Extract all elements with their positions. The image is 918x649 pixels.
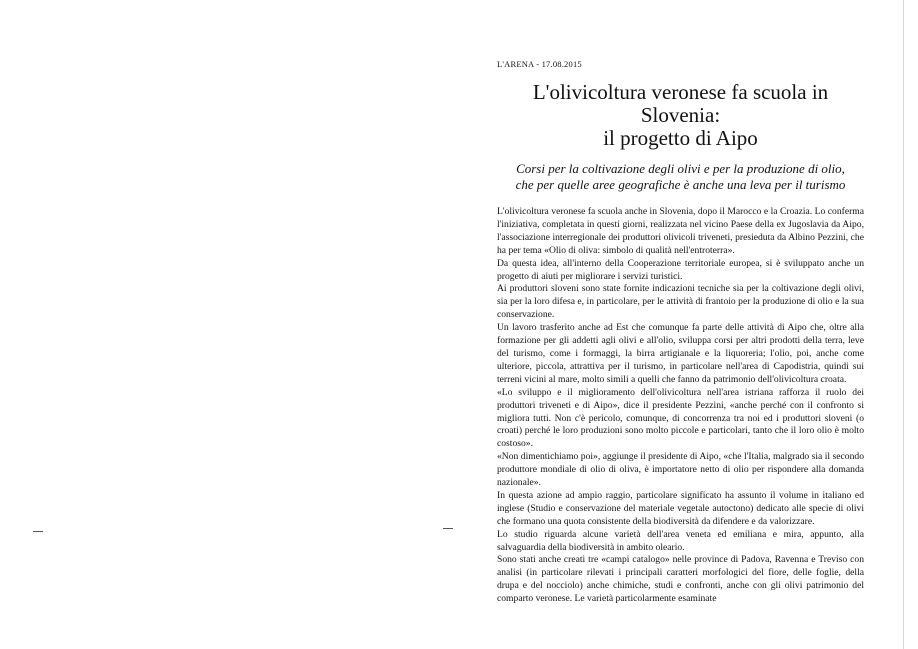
article-subtitle xyxy=(497,161,864,193)
scan-edge-line xyxy=(903,0,904,649)
article-title-line-2: il progetto di Aipo xyxy=(603,126,758,150)
scan-mark-center xyxy=(443,528,453,529)
article-paragraph: Sono stati anche creati tre «campi catalogo» nelle province di Padova, Ravenna e Treviso con analisi (in particolare rilevati i principali caratteri morfologici del fiore, delle foglie, della drupa e del nocciolo) anche chimiche, studi e confronti, anche con gli olivi patrimonio del comparto veronese. Le varietà particolarmente esaminate xyxy=(497,554,864,605)
article-subtitle-line-2: che per quelle aree geografiche è anche una leva per il turismo xyxy=(515,177,846,192)
article-paragraph: «Lo sviluppo e il miglioramento dell'olivicoltura nell'area istriana rafforza il ruolo dei produttori triveneti e di Aipo», dice il presidente Pezzini, «anche perché con il confronto si migliora tutti. Non c'è pericolo, comunque, di concorrenza tra noi ed i produttori sloveni (o croati) perché le loro produzioni sono molto piccole e particolari, tanto che il loro olio è molto costoso». xyxy=(497,386,864,450)
article-paragraph: In questa azione ad ampio raggio, particolare significato ha assunto il volume in italiano ed inglese (Studio e conservazione del materiale vegetale autoctono) dedicato alle specie di olivi che formano una quota consistente della biodiversità da difendere e da valorizzare. xyxy=(497,489,864,527)
article-paragraph: «Non dimentichiamo poi», aggiunge il presidente di Aipo, «che l'Italia, malgrado sia il secondo produttore mondiale di olio di oliva, è importatore netto di olio per rispondere alla domanda nazionale». xyxy=(497,451,864,489)
article-paragraph: L'olivicoltura veronese fa scuola anche in Slovenia, dopo il Marocco e la Croazia. Lo conferma l'iniziativa, completata in questi giorni, realizzata nel vicino Paese della ex Jugoslavia da Aipo, l'associazione interregionale dei produttori olivicoli triveneti, presieduta da Albino Pezzini, che ha per tema «Olio di oliva: simbolo di qualità nell'entroterra». xyxy=(497,206,864,256)
article-paragraph: Da questa idea, all'interno della Cooperazione territoriale europea, si è sviluppato anche un progetto di aiuti per migliorare i servizi turistici. xyxy=(497,257,864,282)
article-subtitle-line-1: Corsi per la coltivazione degli olivi e per la produzione di olio, xyxy=(516,161,845,176)
article-paragraph: Ai produttori sloveni sono state fornite indicazioni tecniche sia per la coltivazione degli olivi, sia per la loro difesa e, in particolare, per le attività di frantoio per la produzione di olio e la sua conservazione. xyxy=(497,283,864,321)
scan-mark-left xyxy=(33,531,43,532)
article-paragraph: Un lavoro trasferito anche ad Est che comunque fa parte delle attività di Aipo che, oltre alla formazione per gli addetti agli olivi e all'olio, sviluppa corsi per altri prodotti della terra, leve del turismo, come i formaggi, la birra artigianale e la liquoreria; l'olio, poi, anche come ulteriore, piccola, attrattiva per il turismo, in particolare nell'area di Capodistria, quindi sui terreni vicini al mare, molto simili a quelli che fanno da patrimonio dell'olivicoltura croata. xyxy=(497,322,864,385)
article-paragraph: Lo studio riguarda alcune varietà dell'area veneta ed emiliana e mira, appunto, alla salvaguardia della biodiversità in ambito oleario. xyxy=(497,528,864,553)
article-title-line-1: L'olivicoltura veronese fa scuola in Slovenia: xyxy=(532,80,829,127)
article-column xyxy=(497,58,864,606)
source-line: L'ARENA - 17.08.2015 xyxy=(497,59,582,69)
article-title xyxy=(497,81,864,150)
article-body xyxy=(497,206,864,606)
